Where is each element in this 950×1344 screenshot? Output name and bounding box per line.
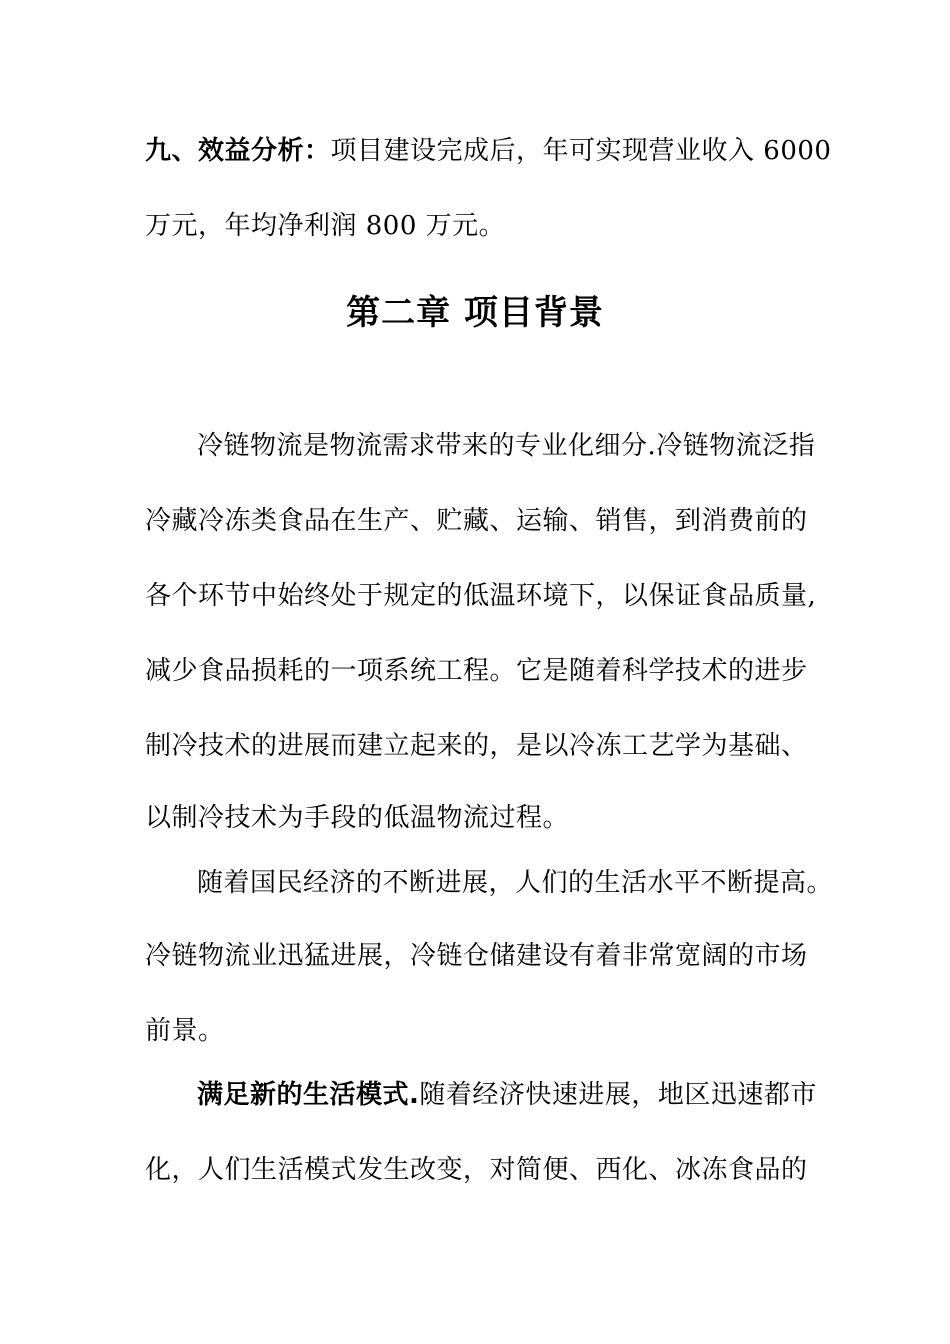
paragraph-3-heading: 满足新的生活模式.: [197, 1080, 420, 1110]
benefit-analysis-text: 项目建设完成后，年可实现营业收入 6000: [330, 136, 832, 166]
benefit-analysis-line-1: [145, 133, 831, 169]
paragraph-2-line-3: 前景。: [145, 1016, 225, 1046]
benefit-analysis-heading: 九、效益分析：: [145, 136, 331, 166]
paragraph-2-line-2: 冷链物流业迅猛进展，冷链仓储建设有着非常宽阔的市场: [145, 941, 808, 971]
paragraph-1-line-5: 制冷技术的进展而建立起来的，是以冷冻工艺学为基础、: [145, 731, 808, 761]
paragraph-3-line-2: 化，人们生活模式发生改变，对简便、西化、冰冻食品的: [145, 1155, 808, 1185]
paragraph-1-line-3: 各个环节中始终处于规定的低温环境下，以保证食品质量,: [145, 581, 817, 611]
paragraph-2-line-1: 随着国民经济的不断进展，人们的生活水平不断提高。: [197, 868, 834, 898]
paragraph-1-line-4: 减少食品损耗的一项系统工程。它是随着科学技术的进步: [145, 656, 808, 686]
paragraph-3-text: 随着经济快速进展，地区迅速都市: [419, 1080, 817, 1110]
paragraph-1-line-6: 以制冷技术为手段的低温物流过程。: [145, 803, 570, 833]
chapter-title: 第二章 项目背景: [346, 293, 604, 333]
paragraph-1-line-2: 冷藏冷冻类食品在生产、贮藏、运输、销售，到消费前的: [145, 506, 808, 536]
paragraph-1-line-1: 冷链物流是物流需求带来的专业化细分.冷链物流泛指: [197, 431, 816, 461]
paragraph-3-line-1: [197, 1077, 817, 1113]
benefit-analysis-line-2: 万元，年均净利润 800 万元。: [145, 211, 506, 241]
